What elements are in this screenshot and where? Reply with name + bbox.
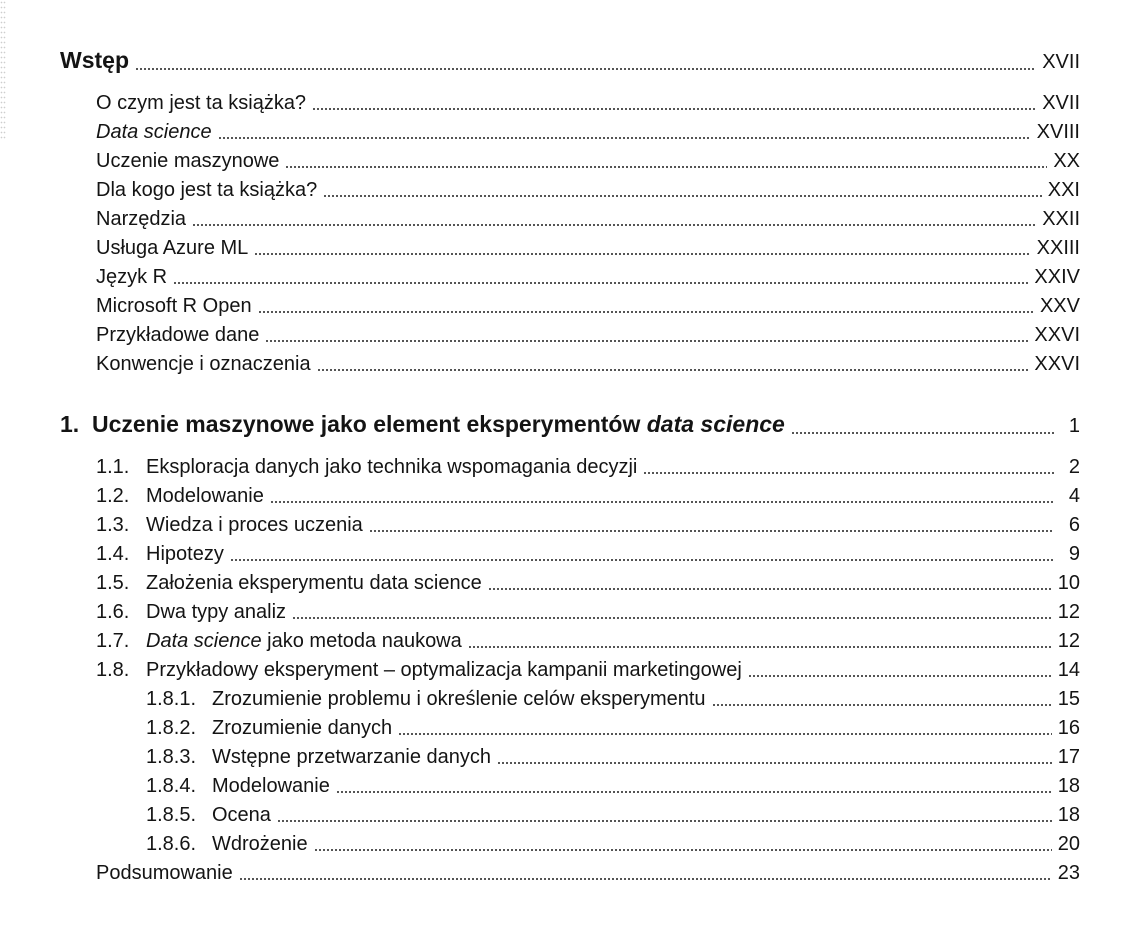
toc-page-number: 23 — [1057, 862, 1080, 884]
dot-leader — [270, 501, 1054, 503]
toc-page-number: 6 — [1068, 514, 1080, 536]
subsection-title: Wstępne przetwarzanie danych — [212, 746, 492, 768]
toc-entry[interactable] — [96, 321, 1080, 349]
toc-page-number: 20 — [1057, 833, 1080, 855]
toc-page-number: XX — [1053, 150, 1080, 172]
dot-leader — [230, 559, 1054, 561]
subsection-title: Wdrożenie — [212, 833, 308, 855]
toc-entry[interactable] — [96, 147, 1080, 175]
section-title-rest: jako metoda naukowa — [261, 630, 462, 652]
toc-entry[interactable] — [96, 234, 1080, 262]
toc-entry[interactable] — [96, 263, 1080, 291]
toc-entry[interactable] — [96, 89, 1080, 117]
toc-page-number: 17 — [1057, 746, 1080, 768]
toc-page-number: 12 — [1057, 630, 1080, 652]
section-number: 1.5. — [96, 572, 130, 594]
toc-entry-title: Uczenie maszynowe — [96, 150, 280, 172]
dot-leader — [277, 820, 1052, 822]
toc-page-number: 10 — [1057, 572, 1080, 594]
subsection-number: 1.8.1. — [146, 688, 197, 710]
dot-leader — [265, 340, 1028, 342]
toc-entry[interactable] — [96, 176, 1080, 204]
toc-entry-title: Dla kogo jest ta książka? — [96, 179, 318, 201]
toc-subsection[interactable] — [146, 743, 1080, 771]
section-number: 1.8. — [96, 659, 130, 681]
toc-page-number: XXV — [1039, 295, 1080, 317]
toc-entry-title: Przykładowe dane — [96, 324, 260, 346]
toc-page-number: 12 — [1057, 601, 1080, 623]
toc-entry-title: Konwencje i oznaczenia — [96, 353, 311, 375]
toc-heading-title: Wstęp — [60, 47, 129, 73]
toc-section[interactable] — [96, 453, 1080, 481]
dot-leader — [292, 617, 1052, 619]
dot-leader — [192, 224, 1036, 226]
dot-leader — [643, 472, 1054, 474]
subsection-number: 1.8.5. — [146, 804, 197, 826]
toc-entry-summary[interactable] — [96, 859, 1080, 887]
toc-page-number: 2 — [1068, 456, 1080, 478]
toc-entry-title: Język R — [96, 266, 168, 288]
subsection-title: Ocena — [212, 804, 271, 826]
toc-page-number: 16 — [1057, 717, 1080, 739]
dot-leader — [468, 646, 1052, 648]
toc-page-number: 18 — [1057, 775, 1080, 797]
toc-section[interactable] — [96, 627, 1080, 655]
section-title — [146, 627, 462, 655]
section-title: Dwa typy analiz — [146, 601, 287, 623]
toc-page-number: 1 — [1068, 415, 1080, 437]
dot-leader — [369, 530, 1054, 532]
toc-section[interactable] — [96, 569, 1080, 597]
subsection-title: Zrozumienie problemu i określenie celów eksperymentu — [212, 688, 706, 710]
toc-page-number: XXVI — [1034, 324, 1080, 346]
subsection-number: 1.8.6. — [146, 833, 197, 855]
toc-entry-title: Narzędzia — [96, 208, 187, 230]
toc-page-number: XXI — [1047, 179, 1080, 201]
dot-leader — [323, 195, 1042, 197]
dot-leader — [336, 791, 1052, 793]
scan-edge-noise — [0, 0, 6, 140]
chapter-title-main: Uczenie maszynowe jako element eksperymentów — [91, 411, 641, 437]
toc-page-number: XXIII — [1036, 237, 1080, 259]
chapter-title-italic: data science — [646, 411, 785, 437]
dot-leader — [254, 253, 1030, 255]
section-number: 1.4. — [96, 543, 130, 565]
dot-leader — [497, 762, 1052, 764]
toc-heading-wstep[interactable] — [60, 44, 1080, 78]
toc-entry-title: Podsumowanie — [96, 862, 233, 884]
dot-leader — [488, 588, 1052, 590]
subsection-number: 1.8.3. — [146, 746, 197, 768]
section-title: Modelowanie — [146, 485, 264, 507]
subsection-number: 1.8.2. — [146, 717, 197, 739]
dot-leader — [317, 369, 1029, 371]
toc-subsection[interactable] — [146, 801, 1080, 829]
toc-entry-title: Usługa Azure ML — [96, 237, 249, 259]
toc-subsection[interactable] — [146, 714, 1080, 742]
section-title-italic: Data science — [146, 630, 262, 652]
toc-entry-title: Microsoft R Open — [96, 295, 252, 317]
toc-page-number: XVIII — [1036, 121, 1080, 143]
dot-leader — [791, 432, 1054, 434]
toc-page-number: XVII — [1042, 51, 1080, 73]
section-number: 1.3. — [96, 514, 130, 536]
chapter-number: 1. — [60, 411, 80, 437]
toc-page-number: 9 — [1068, 543, 1080, 565]
section-title: Eksploracja danych jako technika wspomagania decyzji — [146, 456, 638, 478]
toc-entry-title: O czym jest ta książka? — [96, 92, 307, 114]
toc-section[interactable] — [96, 656, 1080, 684]
dot-leader — [712, 704, 1052, 706]
dot-leader — [314, 849, 1052, 851]
toc-section[interactable] — [96, 598, 1080, 626]
section-title: Hipotezy — [146, 543, 224, 565]
toc-entry-title: Data science — [96, 121, 212, 143]
toc-section[interactable] — [96, 511, 1080, 539]
section-number: 1.7. — [96, 630, 130, 652]
section-title: Wiedza i proces uczenia — [146, 514, 363, 536]
toc-subsection[interactable] — [146, 772, 1080, 800]
toc-page-number: 18 — [1057, 804, 1080, 826]
dot-leader — [748, 675, 1052, 677]
toc-section[interactable] — [96, 482, 1080, 510]
dot-leader — [285, 166, 1047, 168]
dot-leader — [218, 137, 1031, 139]
toc-page-number: XVII — [1042, 92, 1080, 114]
section-number: 1.2. — [96, 485, 130, 507]
section-number: 1.1. — [96, 456, 130, 478]
toc-subsection[interactable] — [146, 830, 1080, 858]
toc-page-number: 15 — [1057, 688, 1080, 710]
toc-entry[interactable] — [96, 205, 1080, 233]
toc-entry[interactable] — [96, 350, 1080, 378]
subsection-title: Modelowanie — [212, 775, 330, 797]
subsection-number: 1.8.4. — [146, 775, 197, 797]
dot-leader — [398, 733, 1052, 735]
dot-leader — [173, 282, 1028, 284]
toc-page-number: XXVI — [1034, 353, 1080, 375]
dot-leader — [135, 68, 1036, 70]
chapter-title — [60, 408, 785, 440]
section-number: 1.6. — [96, 601, 130, 623]
toc-chapter-1[interactable] — [60, 408, 1080, 442]
toc-page-number: 4 — [1068, 485, 1080, 507]
toc-entry[interactable] — [96, 292, 1080, 320]
section-title: Przykładowy eksperyment – optymalizacja kampanii marketingowej — [146, 659, 742, 681]
dot-leader — [239, 878, 1052, 880]
toc-page-number: XXIV — [1034, 266, 1080, 288]
section-title: Założenia eksperymentu data science — [146, 572, 482, 594]
toc-subsection[interactable] — [146, 685, 1080, 713]
dot-leader — [312, 108, 1036, 110]
toc-page-number: XXII — [1042, 208, 1080, 230]
toc-page-number: 14 — [1057, 659, 1080, 681]
subsection-title: Zrozumienie danych — [212, 717, 393, 739]
dot-leader — [258, 311, 1034, 313]
toc-section[interactable] — [96, 540, 1080, 568]
toc-entry[interactable] — [96, 118, 1080, 146]
